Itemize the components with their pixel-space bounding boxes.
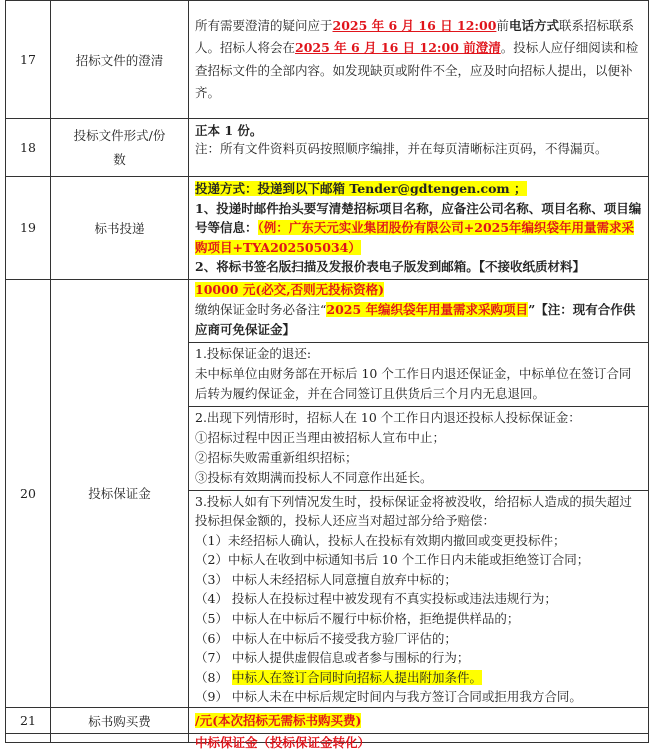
- refund-title: 1.投标保证金的退还:: [195, 345, 312, 361]
- row-title: [51, 734, 189, 743]
- deadline-date: 2025 年 6 月 16 日 12:00: [332, 17, 497, 33]
- return-case: ③投标有效期满而投标人不同意作出延长。: [195, 469, 433, 485]
- email-line: 投递方式：投递到以下邮箱 Tender@gdtengen.com ；: [195, 181, 527, 196]
- row-number: 17: [6, 1, 51, 119]
- table-row-20: [6, 279, 649, 708]
- forfeit-title: 3.投标人如有下列情况发生时，投标保证金将被没收，给招标人造成的损失超过投标担保金额的，投标人还应当对超过部分给予赔偿：: [195, 493, 632, 529]
- forfeit-case: （7） 中标人提供虚假信息或者参与围标的行为；: [195, 650, 470, 666]
- cut-text: 中标保证金（投标保证金转化）: [195, 735, 371, 751]
- deposit-amount: 10000 元(必交,否则无投标资格): [195, 281, 385, 297]
- row-content: [189, 177, 649, 280]
- highlighted-case: 中标人在签订合同时向招标人提出附加条件。: [231, 669, 482, 685]
- copies-text: 正本 1 份。: [195, 123, 263, 138]
- table-row-22: [6, 734, 649, 743]
- forfeit-case: （5） 中标人在中标后不履行中标价格，拒绝提供样品的；: [195, 611, 520, 627]
- forfeit-case: （2）中标人在收到中标通知书后 10 个工作日内未能或拒绝签订合同；: [195, 552, 590, 568]
- table-row-21: [6, 708, 649, 734]
- row-title: 投标保证金: [51, 279, 189, 708]
- row-number: 18: [6, 119, 51, 177]
- forfeit-case: （3） 中标人未经招标人同意擅自放弃中标的；: [195, 571, 457, 587]
- bid-info-table: [5, 0, 649, 751]
- row-number: 19: [6, 177, 51, 280]
- forfeit-case: （6） 中标人在中标后不接受我方验厂评估的；: [195, 630, 457, 646]
- fee-text: /元(本次招标无需标书购买费): [195, 713, 362, 729]
- text: 。投标人应仔细阅读和检查招标文件的全部内容。如发现缺页或附件不全，应及时向招标人提出，以便补齐。: [195, 40, 639, 100]
- refund-text: 未中标单位由财务部在开标后 10 个工作日内退还保证金，中标单位在签订合同后转为履约保证金，并在合同签订且供货后三个月内无息退回。: [195, 365, 632, 401]
- return-cases-section: [189, 406, 648, 490]
- row-content: [189, 119, 649, 177]
- return-title: 2.出现下列情形时，招标人在 10 个工作日内退还投标人投标保证金：: [195, 409, 581, 425]
- text: 缴纳保证金时务必备注“: [195, 301, 327, 317]
- row-content: [189, 1, 649, 119]
- deposit-amount-section: [189, 280, 648, 342]
- forfeit-case: （8）: [195, 669, 232, 685]
- forfeit-case: （1）未经招标人确认，投标人在投标有效期内撤回或变更投标件；: [195, 532, 566, 548]
- subject-rule: 1、投递时邮件抬头要写清楚招标项目名称，应备注公司名称、项目名称、项目编号等信息：: [195, 200, 642, 235]
- text: 联系招标联系人。招标人将会在: [195, 17, 634, 55]
- note-text: 注：所有文件资料页码按照顺序编排，并在每页清晰标注页码，不得漏页。: [195, 141, 608, 156]
- row-content: [189, 279, 649, 708]
- table-row-17: [6, 1, 649, 119]
- project-name: 2025 年编织袋年用量需求采购项目: [326, 301, 529, 317]
- row-title: 投标文件形式/份数: [51, 119, 189, 177]
- text: 前: [496, 17, 509, 33]
- forfeit-case: （9） 中标人未在中标后规定时间内与我方签订合同或拒用我方合同。: [195, 689, 582, 705]
- table-row-18: [6, 119, 649, 177]
- row-content: [189, 708, 649, 734]
- clarify-date: 2025 年 6 月 16 日 12:00 前澄清: [295, 40, 501, 55]
- row-number: [6, 734, 51, 743]
- forfeit-case: （4） 投标人在投标过程中被发现有不真实投标或违法违规行为；: [195, 591, 557, 607]
- row-content: [189, 734, 649, 751]
- row-title: 标书投递: [51, 177, 189, 280]
- scan-rule: 2、将标书签名版扫描及发报价表电子版发到邮箱。【不接收纸质材料】: [195, 259, 585, 274]
- row-title: 标书购买费: [51, 708, 189, 734]
- return-case: ②招标失败需重新组织招标；: [195, 449, 358, 465]
- text: 所有需要澄清的疑问应于: [195, 17, 333, 33]
- refund-section: [189, 342, 648, 406]
- row-number: 20: [6, 279, 51, 708]
- subject-example: （例：广东天元实业集团股份有限公司+2025年编织袋年用量需求采购项目+TYA202505034）: [195, 220, 635, 255]
- row-title: 招标文件的澄清: [51, 1, 189, 119]
- phone-method: 电话方式: [508, 17, 559, 33]
- table-row-19: [6, 177, 649, 280]
- forfeit-section: [189, 490, 648, 708]
- return-case: ①招标过程中因正当理由被招标人宣布中止；: [195, 429, 446, 445]
- exempt-note: ”【注：现有合作供应商可免保证金】: [195, 301, 636, 337]
- row-number: 21: [6, 708, 51, 734]
